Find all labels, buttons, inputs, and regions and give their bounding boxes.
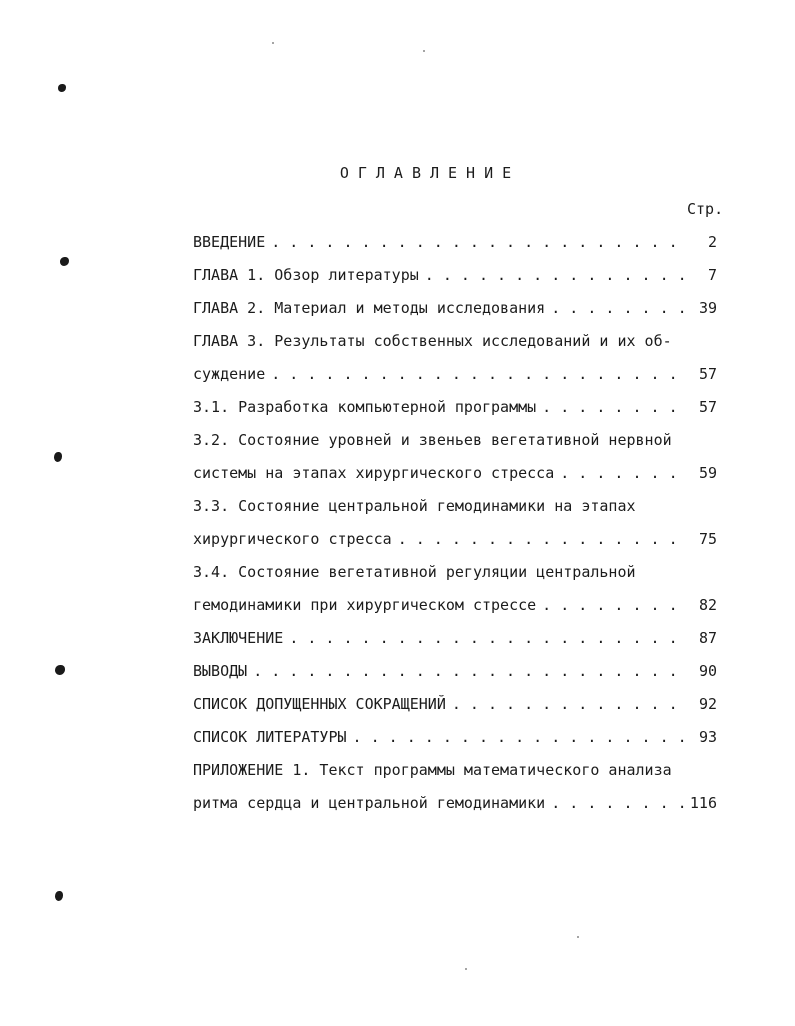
toc-entry-title: 3.4. Состояние вегетативной регуляции центральной [193, 563, 636, 581]
margin-mark [55, 891, 63, 901]
toc-entry-title: СПИСОК ДОПУЩЕННЫХ СОКРАЩЕНИЙ [193, 695, 446, 713]
toc-entry-page: 82 [698, 596, 717, 614]
toc-entry-title: ГЛАВА 1. Обзор литературы [193, 266, 419, 284]
leader-dots [398, 523, 685, 556]
toc-entry [193, 589, 717, 622]
paper-speck [465, 968, 467, 970]
toc-entry-title: СПИСОК ЛИТЕРАТУРЫ [193, 728, 347, 746]
toc-entry-page: 92 [698, 695, 717, 713]
leader-dots [253, 655, 685, 688]
paper-speck [423, 50, 425, 52]
toc-entry-page: 57 [698, 365, 717, 383]
leader-dots [551, 292, 685, 325]
toc-entry-page: 90 [698, 662, 717, 680]
toc-entry-title-cont: суждение [193, 365, 266, 383]
toc-entry [193, 457, 717, 490]
leader-dots [271, 226, 685, 259]
toc-entry-page: 93 [698, 728, 717, 746]
toc-entry-page: 2 [707, 233, 717, 251]
toc-entry-title-cont: хирургического стресса [193, 530, 392, 548]
toc-entry-page: 39 [698, 299, 717, 317]
toc-entry [193, 787, 717, 820]
toc-entry-title: ГЛАВА 3. Результаты собственных исследований и их об- [193, 332, 672, 350]
leader-dots [551, 787, 684, 820]
toc-entry-page: 87 [698, 629, 717, 647]
toc-entry-title: ПРИЛОЖЕНИЕ 1. Текст программы математического анализа [193, 761, 672, 779]
toc-entry [193, 292, 717, 325]
toc-entry [193, 655, 717, 688]
margin-mark [60, 257, 69, 266]
page-column-label: Стр. [687, 200, 724, 218]
toc-entry-page: 7 [707, 266, 717, 284]
toc-entry-line [193, 490, 717, 523]
leader-dots [452, 688, 685, 721]
toc-entry-title-cont: ритма сердца и центральной гемодинамики [193, 794, 546, 812]
toc-entry [193, 622, 717, 655]
toc-entry-line [193, 325, 717, 358]
margin-mark [54, 452, 62, 462]
page-title: ОГЛАВЛЕНИЕ [339, 164, 521, 182]
toc-entry [193, 259, 717, 292]
toc-entry-title: 3.1. Разработка компьютерной программы [193, 398, 537, 416]
toc-entry-title: ВВЕДЕНИЕ [193, 233, 266, 251]
toc-entry-page: 57 [698, 398, 717, 416]
leader-dots [289, 622, 685, 655]
toc-entry-title: 3.2. Состояние уровней и звеньев вегетативной нервной [193, 431, 672, 449]
toc-entry-title: ЗАКЛЮЧЕНИЕ [193, 629, 284, 647]
paper-speck [272, 42, 274, 44]
paper-speck [577, 936, 579, 938]
toc-entry [193, 226, 717, 259]
toc-entry [193, 391, 717, 424]
leader-dots [271, 358, 685, 391]
toc-entry [193, 688, 717, 721]
toc-entry-page: 75 [698, 530, 717, 548]
toc-entry-title-cont: гемодинамики при хирургическом стрессе [193, 596, 537, 614]
toc-entry-page: 59 [698, 464, 717, 482]
leader-dots [425, 259, 685, 292]
toc-entry-line [193, 556, 717, 589]
leader-dots [542, 391, 685, 424]
toc-entry-title: 3.3. Состояние центральной гемодинамики на этапах [193, 497, 636, 515]
leader-dots [542, 589, 685, 622]
margin-mark [58, 84, 66, 92]
table-of-contents [193, 226, 717, 820]
margin-mark [55, 665, 65, 675]
toc-entry-line [193, 754, 717, 787]
toc-entry-title: ГЛАВА 2. Материал и методы исследования [193, 299, 546, 317]
toc-entry-line [193, 424, 717, 457]
toc-entry-page: 116 [689, 794, 717, 812]
toc-entry [193, 721, 717, 754]
toc-entry-title: ВЫВОДЫ [193, 662, 248, 680]
leader-dots [560, 457, 685, 490]
leader-dots [353, 721, 685, 754]
toc-entry [193, 523, 717, 556]
toc-entry-title-cont: системы на этапах хирургического стресса [193, 464, 555, 482]
toc-entry [193, 358, 717, 391]
